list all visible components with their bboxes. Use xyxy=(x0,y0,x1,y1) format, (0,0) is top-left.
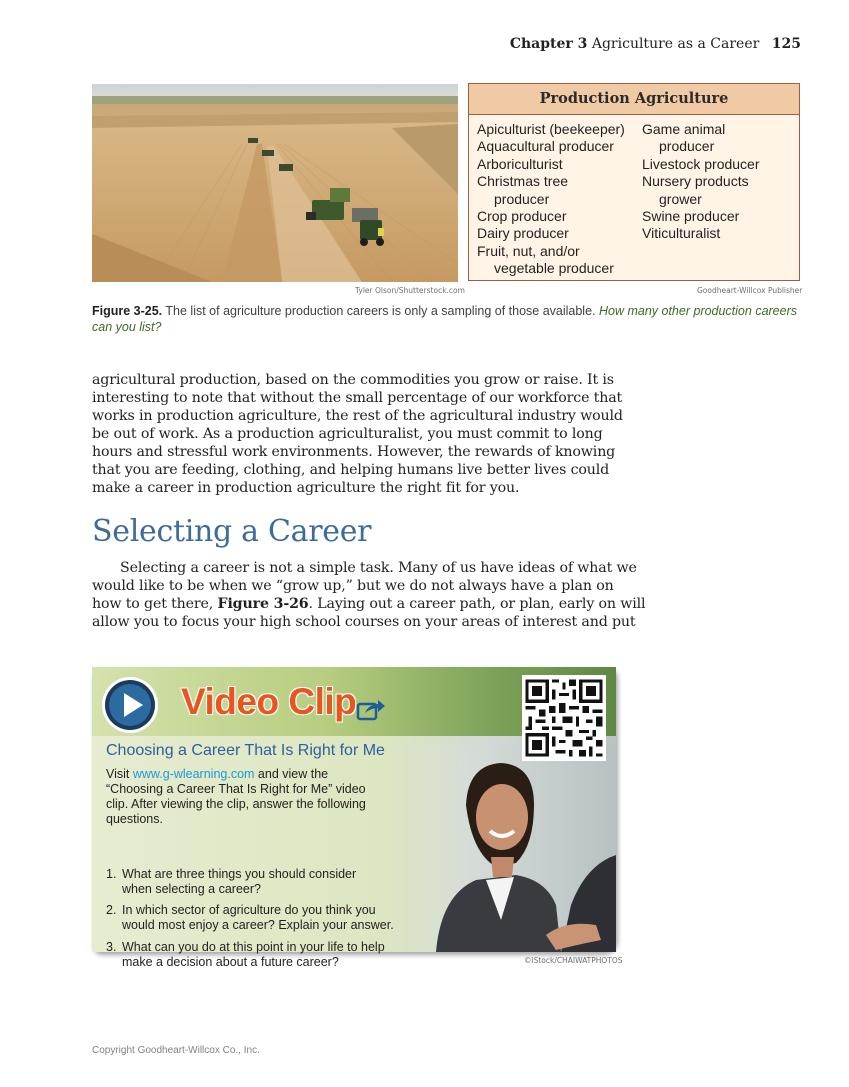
career-item: producer xyxy=(659,138,715,155)
text-span: how to get there, xyxy=(92,596,218,612)
career-item: Game animal xyxy=(642,121,726,137)
career-item: Nursery products xyxy=(642,173,749,190)
career-item: Aquacultural producer xyxy=(477,138,614,155)
page-number: 125 xyxy=(771,36,801,52)
career-item: Crop producer xyxy=(477,208,567,225)
paragraph-line: hours and stressful work environments. However, the rewards of knowing xyxy=(92,444,616,460)
paragraph-line: works in production agriculture, the rest of the agricultural industry would xyxy=(92,408,623,424)
copyright-footer: Copyright Goodheart-Willcox Co., Inc. xyxy=(92,1045,260,1056)
video-image-credit: ©iStock/CHAIWATPHOTOS xyxy=(524,956,623,965)
running-header xyxy=(510,36,801,52)
qr-code[interactable] xyxy=(522,675,606,761)
question-text xyxy=(122,867,396,897)
paragraph-line: allow you to focus your high school courses on your areas of interest and put xyxy=(92,614,636,630)
body-paragraph-2 xyxy=(92,559,646,631)
question-text xyxy=(122,903,396,933)
figure-label: Figure 3-25. xyxy=(92,304,163,318)
question-line: when selecting a career? xyxy=(122,882,261,896)
question-item xyxy=(106,903,396,933)
instruction-line: “Choosing a Career That Is Right for Me” video xyxy=(106,782,366,796)
question-line: What are three things you should consider xyxy=(122,867,357,881)
production-box-title: Production Agriculture xyxy=(469,84,799,115)
career-item: Arboriculturist xyxy=(477,155,563,172)
career-item: Fruit, nut, and/or xyxy=(477,242,580,259)
career-item: Swine producer xyxy=(642,208,740,225)
play-icon[interactable] xyxy=(101,676,159,734)
figure-reference: Figure 3-26 xyxy=(217,596,309,612)
chapter-title: Agriculture as a Career xyxy=(591,36,760,52)
text-span: and view the xyxy=(254,767,329,781)
career-item: Christmas tree xyxy=(477,173,569,190)
paragraph-line: be out of work. As a production agriculturalist, you must commit to long xyxy=(92,426,603,442)
question-number: 1. xyxy=(106,867,117,881)
question-line: make a decision about a future career? xyxy=(122,955,339,969)
share-arrow-icon[interactable] xyxy=(356,697,386,721)
career-item: vegetable producer xyxy=(494,260,614,277)
photo-credit: Tyler Olson/Shutterstock.com xyxy=(355,286,465,295)
box-credit: Goodheart-Willcox Publisher xyxy=(697,286,803,295)
text-span: . Laying out a career path, or plan, early on will xyxy=(308,596,646,612)
paragraph-line: agricultural production, based on the commodities you grow or raise. It is xyxy=(92,372,614,388)
paragraph-line: Selecting a career is not a simple task. Many of us have ideas of what we xyxy=(120,560,637,576)
question-number: 2. xyxy=(106,903,117,917)
harvest-photo xyxy=(92,84,458,282)
caption-text: The list of agriculture production careers is only a sampling of those available. xyxy=(162,304,599,318)
website-link[interactable]: www.g-wlearning.com xyxy=(132,767,255,781)
professional-woman-image xyxy=(396,745,616,952)
paragraph-line: make a career in production agriculture the right fit for you. xyxy=(92,480,520,496)
career-item: producer xyxy=(494,190,550,207)
instruction-lines xyxy=(106,782,396,827)
question-item xyxy=(106,867,396,897)
video-clip-instructions xyxy=(106,767,396,827)
paragraph-line: interesting to note that without the small percentage of our workforce that xyxy=(92,390,623,406)
career-item: Viticulturalist xyxy=(642,225,721,242)
instruction-line xyxy=(106,767,396,782)
question-line: In which sector of agriculture do you think you xyxy=(122,903,376,917)
caption-question: How many other production careers can you list? xyxy=(92,304,797,334)
paragraph-line: that you are feeding, clothing, and helping humans live better lives could xyxy=(92,462,610,478)
instruction-line: questions. xyxy=(106,812,163,826)
paragraph-line xyxy=(92,595,646,613)
question-line: What can you do at this point in your life to help xyxy=(122,940,385,954)
career-list-col-2 xyxy=(642,121,760,243)
question-text xyxy=(122,940,396,970)
figure-caption xyxy=(92,303,807,335)
career-item: grower xyxy=(659,190,702,207)
production-agriculture-box xyxy=(468,83,800,281)
career-list-col-1 xyxy=(477,121,625,278)
text-span: Visit xyxy=(106,767,133,781)
question-number: 3. xyxy=(106,940,117,954)
chapter-label: Chapter 3 xyxy=(509,36,588,52)
instruction-line: clip. After viewing the clip, answer the following xyxy=(106,797,366,811)
question-line: would most enjoy a career? Explain your answer. xyxy=(122,918,394,932)
video-clip-subtitle: Choosing a Career That Is Right for Me xyxy=(106,742,385,759)
paragraph-line: would like to be when we “grow up,” but we do not always have a plan on xyxy=(92,578,614,594)
question-item xyxy=(106,940,396,970)
career-item: Apiculturist (beekeeper) xyxy=(477,121,625,137)
career-item: Livestock producer xyxy=(642,155,760,172)
career-item: Dairy producer xyxy=(477,225,569,242)
section-heading: Selecting a Career xyxy=(92,514,372,549)
video-clip-title: Video Clip xyxy=(181,681,357,722)
body-paragraph-1 xyxy=(92,371,623,497)
